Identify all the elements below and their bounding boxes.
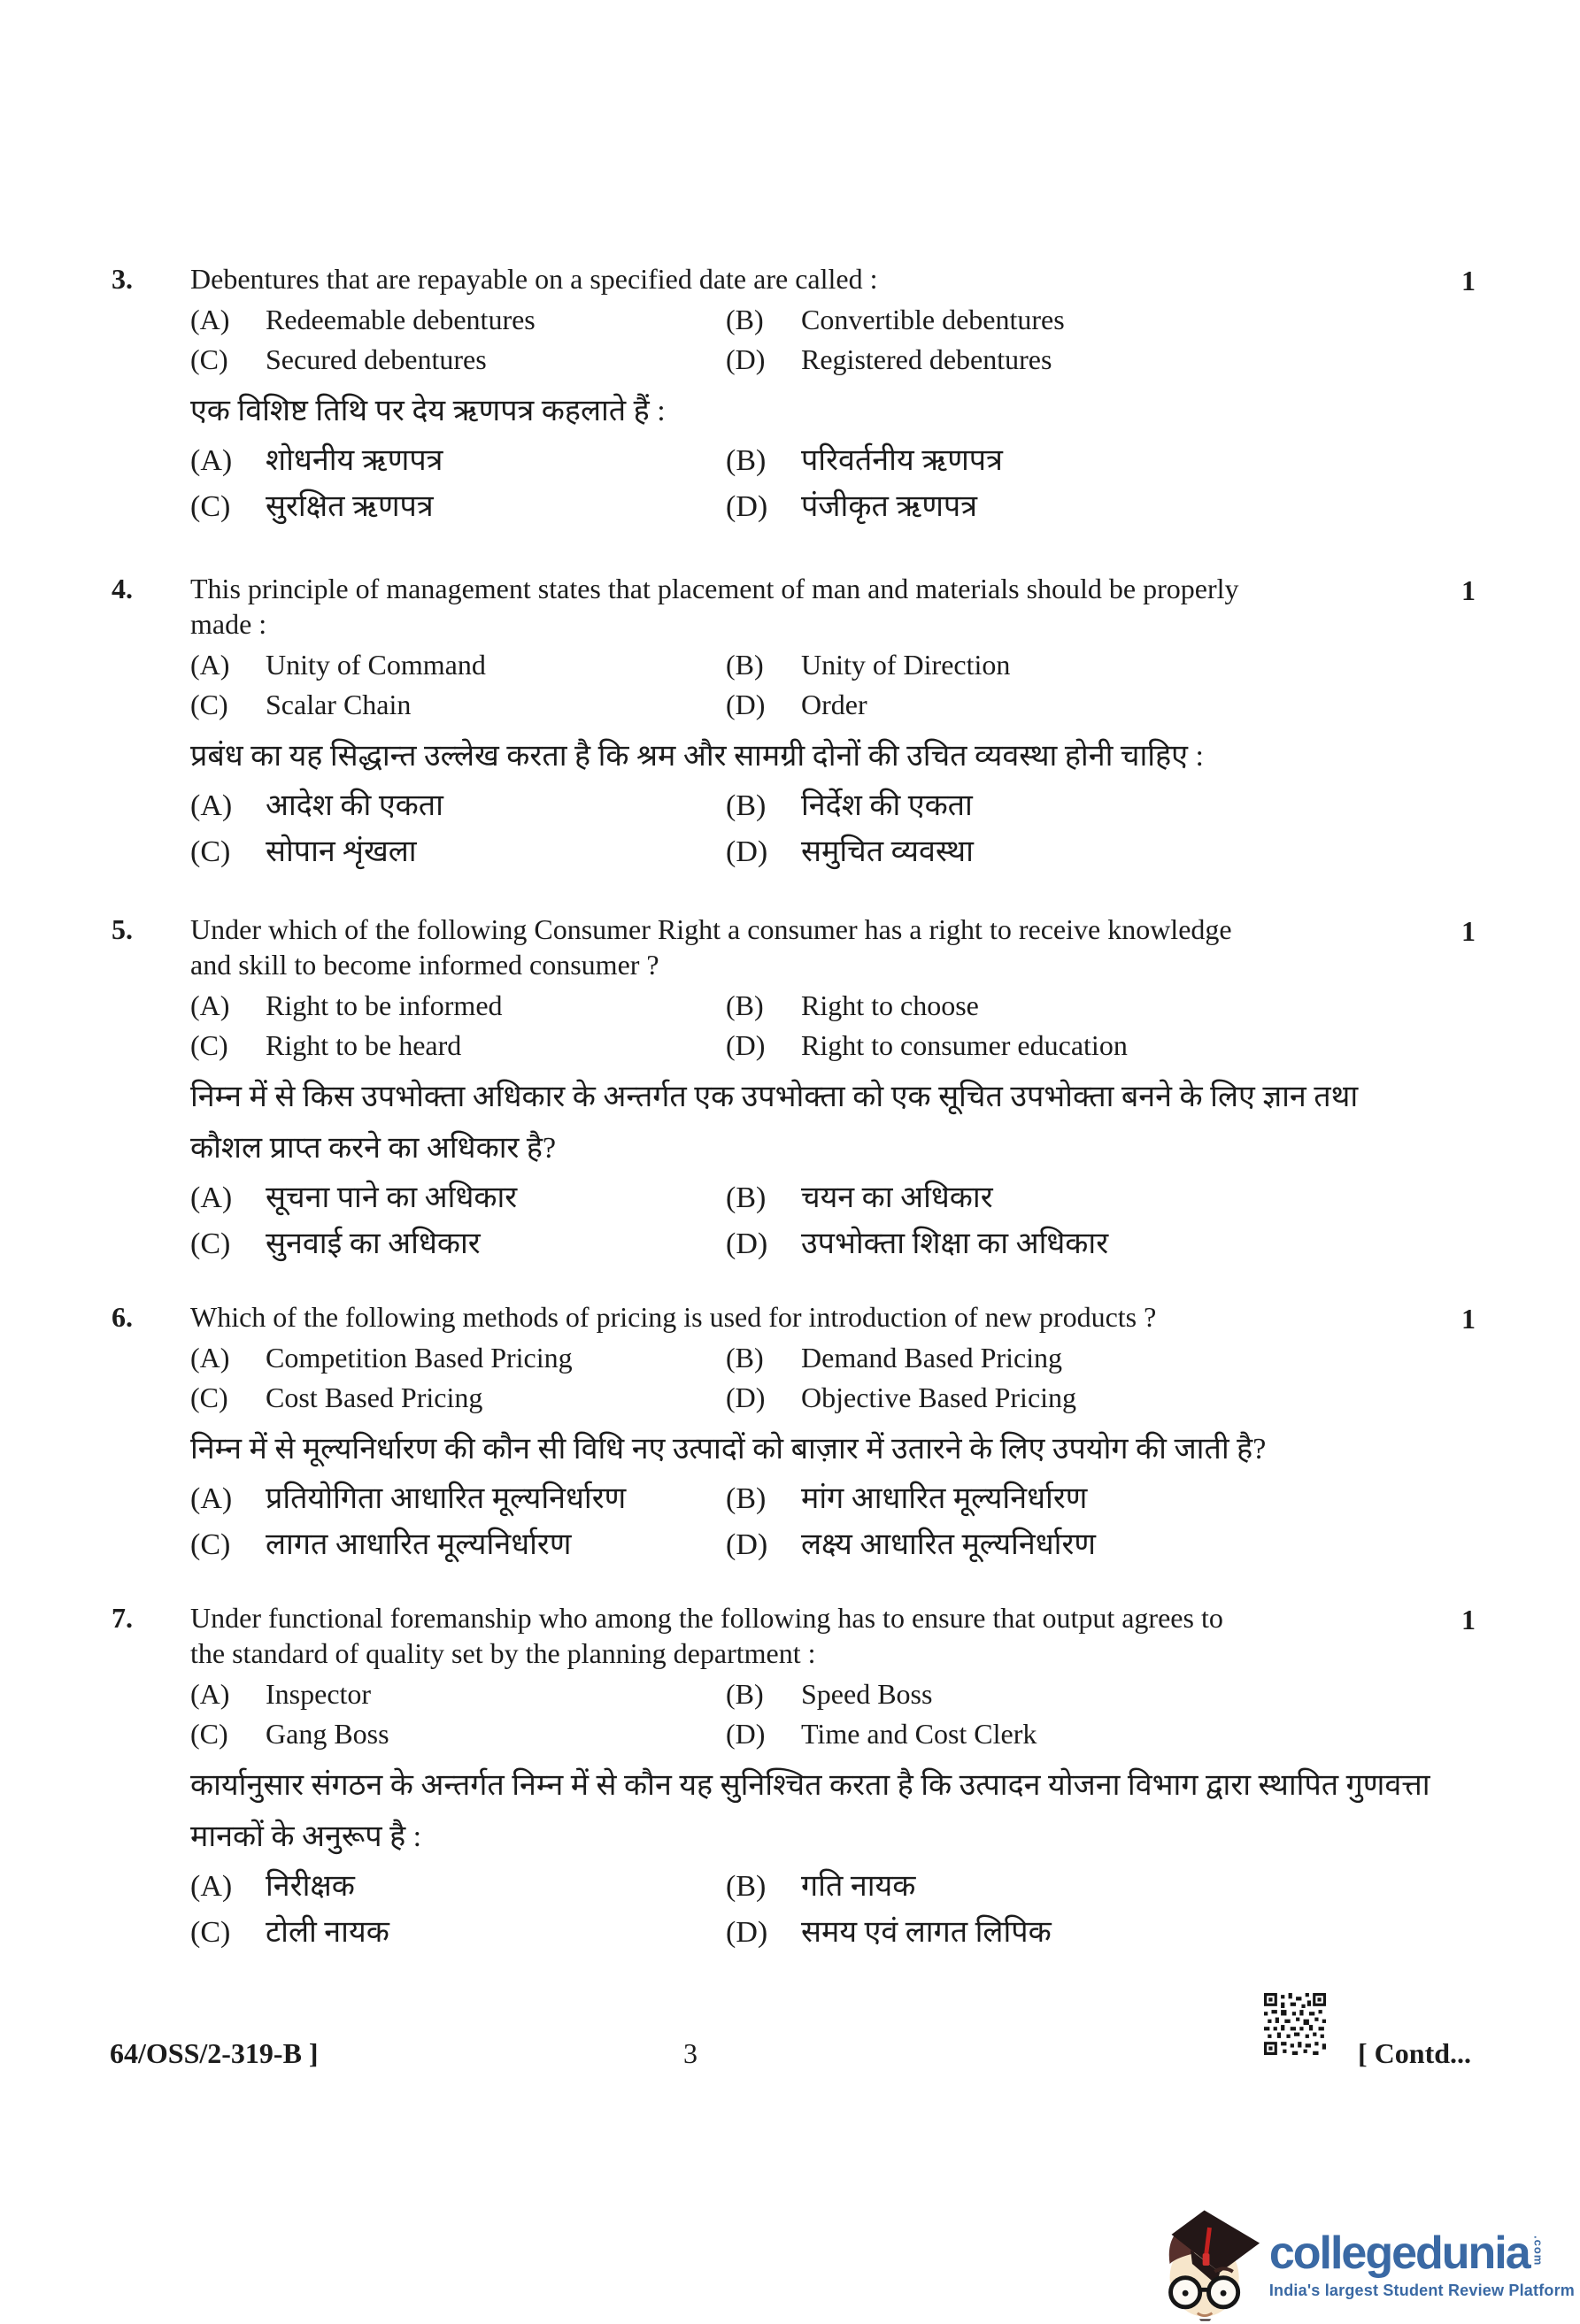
option-en-b bbox=[726, 1340, 1465, 1380]
marks-value: 1 bbox=[1461, 1303, 1476, 1335]
brand-domain-suffix: .com bbox=[1531, 2235, 1545, 2266]
option-label: (D) bbox=[726, 1718, 766, 1750]
option-text: Speed Boss bbox=[801, 1678, 933, 1710]
option-label: (B) bbox=[726, 1870, 767, 1903]
option-text: चयन का अधिकार bbox=[801, 1181, 993, 1214]
option-hi-d bbox=[726, 835, 1465, 870]
option-hi-d bbox=[726, 1528, 1465, 1563]
option-text: Unity of Direction bbox=[801, 649, 1011, 681]
option-hi-d bbox=[726, 1227, 1465, 1262]
option-text: प्रतियोगिता आधारित मूल्यनिर्धारण bbox=[266, 1482, 627, 1515]
option-en-c bbox=[190, 1380, 726, 1420]
question-text-hi: प्रबंध का यह सिद्धान्त उल्लेख करता है कि श्रम और सामग्री दोनों की उचित व्यवस्था होनी चाहिए : bbox=[190, 740, 1204, 773]
option-text: Convertible debentures bbox=[801, 304, 1065, 335]
option-hi-d bbox=[726, 1915, 1465, 1951]
question-7 bbox=[0, 1600, 1580, 1951]
option-text: Redeemable debentures bbox=[266, 304, 536, 335]
option-text: Right to consumer education bbox=[801, 1029, 1128, 1061]
option-en-b bbox=[726, 1676, 1465, 1716]
question-5 bbox=[0, 912, 1580, 1262]
option-text: सुनवाई का अधिकार bbox=[266, 1227, 481, 1260]
option-label: (C) bbox=[190, 343, 228, 375]
option-label: (A) bbox=[190, 989, 230, 1021]
option-label: (D) bbox=[726, 1029, 766, 1061]
option-text: शोधनीय ऋणपत्र bbox=[266, 444, 443, 477]
option-label: (D) bbox=[726, 1381, 766, 1413]
question-number: 5. bbox=[112, 913, 133, 945]
option-label: (A) bbox=[190, 649, 230, 681]
option-hi-c bbox=[190, 835, 726, 870]
option-text: Competition Based Pricing bbox=[266, 1342, 573, 1374]
marks-value: 1 bbox=[1461, 574, 1476, 606]
option-label: (C) bbox=[190, 490, 231, 523]
option-text: निर्देश की एकता bbox=[801, 789, 973, 822]
question-text-hi: कार्यानुसार संगठन के अन्तर्गत निम्न में से कौन यह सुनिश्चित करता है कि उत्पादन योजना विभाग द्वारा स्थापित गुणवत्ता bbox=[190, 1769, 1430, 1802]
option-label: (B) bbox=[726, 1678, 764, 1710]
question-number: 7. bbox=[112, 1602, 133, 1634]
option-en-d bbox=[726, 687, 1465, 727]
option-label: (D) bbox=[726, 689, 766, 720]
question-text-en: made : bbox=[190, 608, 267, 640]
option-hi-a bbox=[190, 1481, 726, 1517]
question-text-en: This principle of management states that placement of man and materials should be properly bbox=[190, 573, 1239, 604]
footer-paper-code: 64/OSS/2-319-B ] bbox=[110, 2037, 319, 2069]
option-en-d bbox=[726, 1380, 1465, 1420]
option-en-c bbox=[190, 687, 726, 727]
option-text: Order bbox=[801, 689, 867, 720]
option-label: (D) bbox=[726, 1528, 768, 1561]
option-label: (B) bbox=[726, 444, 767, 477]
question-text-en: Under functional foremanship who among the following has to ensure that output agrees to bbox=[190, 1602, 1223, 1634]
option-label: (B) bbox=[726, 304, 764, 335]
option-hi-b bbox=[726, 1869, 1465, 1905]
option-text: Right to choose bbox=[801, 989, 979, 1021]
option-label: (A) bbox=[190, 789, 233, 822]
option-hi-b bbox=[726, 789, 1465, 824]
question-text-en: Under which of the following Consumer Right a consumer has a right to receive knowledge bbox=[190, 913, 1232, 945]
option-en-d bbox=[726, 1716, 1465, 1756]
option-text: उपभोक्ता शिक्षा का अधिकार bbox=[801, 1227, 1109, 1260]
option-label: (D) bbox=[726, 1227, 768, 1260]
option-label: (C) bbox=[190, 1227, 231, 1260]
option-text: Unity of Command bbox=[266, 649, 486, 681]
question-text-hi: निम्न में से किस उपभोक्ता अधिकार के अन्तर्गत एक उपभोक्ता को एक सूचित उपभोक्ता बनने के लिए ज्ञान तथा bbox=[190, 1081, 1359, 1113]
question-text-hi: मानकों के अनुरूप है : bbox=[190, 1820, 422, 1853]
question-4 bbox=[0, 571, 1580, 870]
option-text: समय एवं लागत लिपिक bbox=[801, 1916, 1052, 1949]
option-label: (A) bbox=[190, 1678, 230, 1710]
option-en-b bbox=[726, 647, 1465, 687]
option-text: सूचना पाने का अधिकार bbox=[266, 1181, 518, 1214]
option-hi-c bbox=[190, 489, 726, 525]
option-en-c bbox=[190, 1716, 726, 1756]
option-label: (A) bbox=[190, 444, 233, 477]
option-label: (C) bbox=[190, 689, 228, 720]
option-en-a bbox=[190, 647, 726, 687]
question-number: 6. bbox=[112, 1301, 133, 1333]
option-text: Objective Based Pricing bbox=[801, 1381, 1077, 1413]
option-hi-a bbox=[190, 789, 726, 824]
option-hi-a bbox=[190, 1869, 726, 1905]
option-label: (D) bbox=[726, 1916, 768, 1949]
option-en-a bbox=[190, 1340, 726, 1380]
option-label: (B) bbox=[726, 1482, 767, 1515]
brand-tagline: India's largest Student Review Platform bbox=[1268, 2281, 1575, 2299]
option-text: आदेश की एकता bbox=[266, 789, 443, 822]
question-text-en: Debentures that are repayable on a specified date are called : bbox=[190, 263, 878, 295]
option-label: (C) bbox=[190, 835, 231, 868]
option-text: निरीक्षक bbox=[266, 1870, 355, 1903]
option-en-c bbox=[190, 342, 726, 381]
option-hi-a bbox=[190, 443, 726, 479]
option-label: (A) bbox=[190, 1482, 233, 1515]
option-hi-d bbox=[726, 489, 1465, 525]
option-text: Demand Based Pricing bbox=[801, 1342, 1063, 1374]
option-hi-c bbox=[190, 1915, 726, 1951]
option-hi-b bbox=[726, 1481, 1465, 1517]
marks-value: 1 bbox=[1461, 915, 1476, 947]
option-text: गति नायक bbox=[801, 1870, 916, 1903]
option-label: (D) bbox=[726, 343, 766, 375]
option-text: लक्ष्य आधारित मूल्यनिर्धारण bbox=[801, 1528, 1096, 1561]
marks-value: 1 bbox=[1461, 265, 1476, 296]
option-text: Cost Based Pricing bbox=[266, 1381, 483, 1413]
option-label: (B) bbox=[726, 989, 764, 1021]
question-3 bbox=[0, 261, 1580, 525]
option-text: लागत आधारित मूल्यनिर्धारण bbox=[266, 1528, 572, 1561]
option-label: (C) bbox=[190, 1381, 228, 1413]
option-label: (B) bbox=[726, 649, 764, 681]
option-en-b bbox=[726, 988, 1465, 1027]
option-text: Secured debentures bbox=[266, 343, 487, 375]
option-text: Inspector bbox=[266, 1678, 372, 1710]
option-text: Time and Cost Clerk bbox=[801, 1718, 1037, 1750]
option-text: Scalar Chain bbox=[266, 689, 412, 720]
option-label: (A) bbox=[190, 1342, 230, 1374]
option-label: (C) bbox=[190, 1528, 231, 1561]
question-text-en: and skill to become informed consumer ? bbox=[190, 949, 659, 981]
footer-page-number: 3 bbox=[683, 2037, 698, 2069]
collegedunia-mascot-icon bbox=[1154, 2208, 1262, 2321]
option-en-d bbox=[726, 1027, 1465, 1067]
collegedunia-logo bbox=[1154, 2207, 1575, 2322]
option-hi-b bbox=[726, 1181, 1465, 1216]
option-hi-a bbox=[190, 1181, 726, 1216]
question-number: 4. bbox=[112, 573, 133, 604]
option-en-a bbox=[190, 1676, 726, 1716]
question-text-en: Which of the following methods of pricing is used for introduction of new products ? bbox=[190, 1301, 1157, 1333]
question-text-hi: एक विशिष्ट तिथि पर देय ऋणपत्र कहलाते हैं : bbox=[190, 395, 666, 427]
question-text-hi: कौशल प्राप्त करने का अधिकार है? bbox=[190, 1132, 557, 1165]
option-en-d bbox=[726, 342, 1465, 381]
marks-value: 1 bbox=[1461, 1604, 1476, 1635]
option-hi-c bbox=[190, 1227, 726, 1262]
option-label: (A) bbox=[190, 1870, 233, 1903]
option-text: Registered debentures bbox=[801, 343, 1052, 375]
option-hi-c bbox=[190, 1528, 726, 1563]
brand-text: collegedunia bbox=[1268, 2227, 1530, 2279]
question-6 bbox=[0, 1299, 1580, 1563]
option-label: (B) bbox=[726, 1342, 764, 1374]
option-label: (C) bbox=[190, 1718, 228, 1750]
option-label: (D) bbox=[726, 490, 768, 523]
option-label: (C) bbox=[190, 1029, 228, 1061]
option-text: समुचित व्यवस्था bbox=[801, 835, 974, 868]
option-en-c bbox=[190, 1027, 726, 1067]
option-text: टोली नायक bbox=[266, 1916, 389, 1949]
option-en-b bbox=[726, 302, 1465, 342]
option-label: (C) bbox=[190, 1916, 231, 1949]
option-label: (A) bbox=[190, 1181, 233, 1214]
option-text: Right to be informed bbox=[266, 989, 503, 1021]
option-hi-b bbox=[726, 443, 1465, 479]
option-en-a bbox=[190, 302, 726, 342]
question-text-en: the standard of quality set by the planning department : bbox=[190, 1637, 816, 1669]
option-text: Right to be heard bbox=[266, 1029, 462, 1061]
option-text: पंजीकृत ऋणपत्र bbox=[801, 490, 978, 523]
option-label: (A) bbox=[190, 304, 230, 335]
footer-contd: [ Contd... bbox=[1358, 2037, 1472, 2069]
question-text-hi: निम्न में से मूल्यनिर्धारण की कौन सी विधि नए उत्पादों को बाज़ार में उतारने के लिए उपयोग की जाती है? bbox=[190, 1433, 1267, 1466]
option-text: सोपान शृंखला bbox=[266, 835, 417, 868]
qr-code-icon bbox=[1264, 1993, 1326, 2055]
question-number: 3. bbox=[112, 263, 133, 295]
option-text: परिवर्तनीय ऋणपत्र bbox=[801, 444, 1003, 477]
option-text: Gang Boss bbox=[266, 1718, 389, 1750]
option-label: (B) bbox=[726, 1181, 767, 1214]
option-text: सुरक्षित ऋणपत्र bbox=[266, 490, 434, 523]
option-label: (B) bbox=[726, 789, 767, 822]
option-text: मांग आधारित मूल्यनिर्धारण bbox=[801, 1482, 1088, 1515]
option-label: (D) bbox=[726, 835, 768, 868]
option-en-a bbox=[190, 988, 726, 1027]
